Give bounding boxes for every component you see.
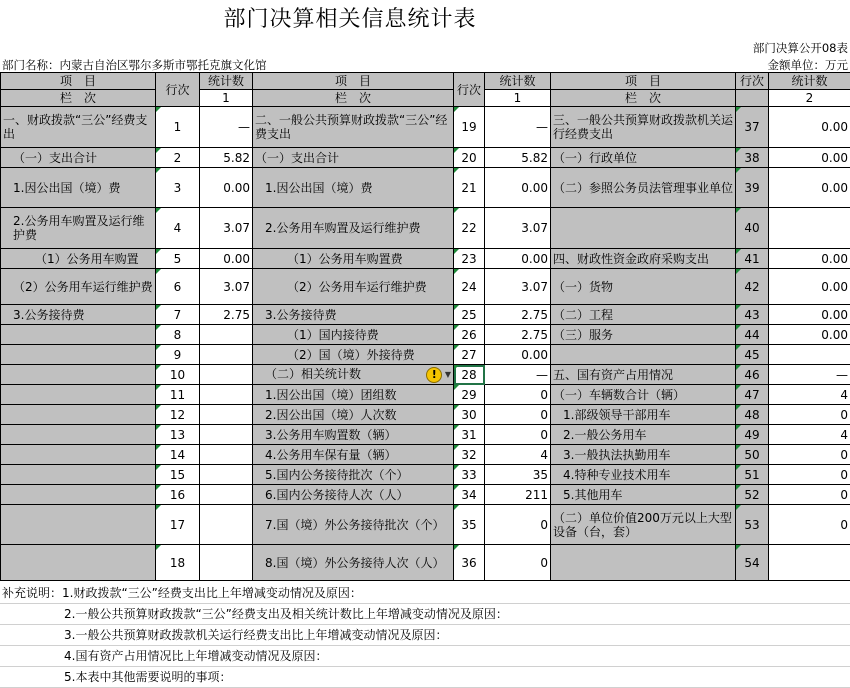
row-number-a[interactable]: 14 bbox=[156, 445, 200, 465]
row-number-b[interactable]: 30 bbox=[454, 405, 485, 425]
stat-value-c[interactable]: 4 bbox=[769, 385, 850, 405]
row-number-a[interactable]: 6 bbox=[156, 269, 200, 305]
table-row bbox=[1, 485, 850, 505]
table-row bbox=[1, 168, 850, 208]
stat-value-a[interactable]: 2.75 bbox=[200, 305, 253, 325]
stat-value-c[interactable]: 0.00 bbox=[769, 325, 850, 345]
header-item-a[interactable]: 项 目 bbox=[1, 73, 156, 90]
table-row bbox=[1, 345, 850, 365]
stat-value-b[interactable]: 0.00 bbox=[485, 345, 551, 365]
item-label-c[interactable]: 五、国有资产占用情况 bbox=[551, 365, 736, 385]
table-row bbox=[1, 405, 850, 425]
item-label-b[interactable]: 6.国内公务接待人次（人） bbox=[253, 485, 454, 505]
item-label-b[interactable]: 7.国（境）外公务接待批次（个） bbox=[253, 505, 454, 545]
row-number-c[interactable]: 40 bbox=[736, 208, 769, 249]
row-number-a[interactable]: 8 bbox=[156, 325, 200, 345]
stat-value-a[interactable] bbox=[200, 405, 253, 425]
row-number-a[interactable]: 5 bbox=[156, 249, 200, 269]
item-label-b[interactable] bbox=[253, 365, 454, 385]
stat-value-a[interactable]: 5.82 bbox=[200, 148, 253, 168]
item-label-a[interactable]: 2.公务用车购置及运行维护费 bbox=[1, 208, 156, 249]
stat-value-c[interactable]: 0.00 bbox=[769, 305, 850, 325]
item-label-b[interactable]: 1.因公出国（境）团组数 bbox=[253, 385, 454, 405]
stat-value-a[interactable] bbox=[200, 345, 253, 365]
column-rowno-c[interactable] bbox=[736, 90, 769, 107]
row-number-b[interactable]: 34 bbox=[454, 485, 485, 505]
item-label-a[interactable] bbox=[1, 505, 156, 545]
item-label-b[interactable]: 2.公务用车购置及运行维护费 bbox=[253, 208, 454, 249]
row-number-c[interactable]: 46 bbox=[736, 365, 769, 385]
item-label-b[interactable]: 4.公务用车保有量（辆） bbox=[253, 445, 454, 465]
note-2[interactable]: 2.一般公共预算财政拨款“三公”经费支出及相关统计数比上年增减变动情况及原因： bbox=[0, 604, 850, 625]
column-label-c[interactable]: 栏 次 bbox=[551, 90, 736, 107]
header-rowno-b[interactable]: 行次 bbox=[454, 73, 485, 107]
row-number-c[interactable]: 39 bbox=[736, 168, 769, 208]
stat-value-c[interactable] bbox=[769, 545, 850, 581]
stat-value-c[interactable]: 0.00 bbox=[769, 148, 850, 168]
row-number-a[interactable]: 12 bbox=[156, 405, 200, 425]
row-number-b[interactable]: 22 bbox=[454, 208, 485, 249]
stat-value-c[interactable]: 0 bbox=[769, 485, 850, 505]
row-number-b[interactable]: 26 bbox=[454, 325, 485, 345]
item-label-b[interactable]: 二、一般公共预算财政拨款“三公”经费支出 bbox=[253, 107, 454, 148]
row-number-a[interactable]: 10 bbox=[156, 365, 200, 385]
row-number-a[interactable]: 13 bbox=[156, 425, 200, 445]
item-label-a[interactable] bbox=[1, 325, 156, 345]
stat-value-c[interactable]: 0 bbox=[769, 405, 850, 425]
item-label-c[interactable] bbox=[551, 545, 736, 581]
item-label-b[interactable]: 5.国内公务接待批次（个） bbox=[253, 465, 454, 485]
note-5[interactable]: 5.本表中其他需要说明的事项： bbox=[0, 667, 850, 688]
statistics-table bbox=[0, 72, 850, 581]
row-number-c[interactable]: 45 bbox=[736, 345, 769, 365]
item-label-a[interactable] bbox=[1, 345, 156, 365]
table-code: 部门决算公开08表 bbox=[753, 40, 848, 56]
stat-value-c[interactable] bbox=[769, 208, 850, 249]
stat-value-a[interactable] bbox=[200, 465, 253, 485]
note-4[interactable]: 4.国有资产占用情况比上年增减变动情况及原因： bbox=[0, 646, 850, 667]
table-row bbox=[1, 269, 850, 305]
item-label-c[interactable]: 1.部级领导干部用车 bbox=[551, 405, 736, 425]
item-label-c[interactable]: 三、一般公共预算财政拨款机关运行经费支出 bbox=[551, 107, 736, 148]
stat-value-b[interactable]: 0.00 bbox=[485, 249, 551, 269]
item-label-c[interactable]: （三）服务 bbox=[551, 325, 736, 345]
table-row bbox=[1, 107, 850, 148]
row-number-c[interactable]: 53 bbox=[736, 505, 769, 545]
table-row bbox=[1, 208, 850, 249]
stat-value-b[interactable]: 0 bbox=[485, 505, 551, 545]
department-name: 部门名称：内蒙古自治区鄂尔多斯市鄂托克旗文化馆 bbox=[2, 57, 267, 73]
row-number-b[interactable]: 24 bbox=[454, 269, 485, 305]
stat-value-a[interactable] bbox=[200, 545, 253, 581]
item-label-a[interactable] bbox=[1, 365, 156, 385]
row-number-a[interactable]: 11 bbox=[156, 385, 200, 405]
column-index-b[interactable]: 1 bbox=[485, 90, 551, 107]
stat-value-c[interactable]: 0 bbox=[769, 505, 850, 545]
stat-value-b[interactable]: 0 bbox=[485, 405, 551, 425]
row-number-b[interactable]: 19 bbox=[454, 107, 485, 148]
stat-value-a[interactable] bbox=[200, 365, 253, 385]
stat-value-b[interactable]: 3.07 bbox=[485, 208, 551, 249]
item-label-b[interactable]: 1.因公出国（境）费 bbox=[253, 168, 454, 208]
row-number-a[interactable]: 9 bbox=[156, 345, 200, 365]
stat-value-b[interactable]: 4 bbox=[485, 445, 551, 465]
table-row bbox=[1, 305, 850, 325]
amount-unit: 金额单位：万元 bbox=[768, 57, 849, 73]
item-label-a[interactable]: 3.公务接待费 bbox=[1, 305, 156, 325]
stat-value-a[interactable]: 0.00 bbox=[200, 168, 253, 208]
stat-value-a[interactable]: 3.07 bbox=[200, 269, 253, 305]
stat-value-c[interactable]: 4 bbox=[769, 425, 850, 445]
column-index-c[interactable]: 2 bbox=[769, 90, 850, 107]
item-label-b[interactable]: （1）国内接待费 bbox=[253, 325, 454, 345]
stat-value-b[interactable]: 0 bbox=[485, 425, 551, 445]
row-number-b[interactable]: 27 bbox=[454, 345, 485, 365]
item-label-a[interactable]: 1.因公出国（境）费 bbox=[1, 168, 156, 208]
row-number-b[interactable]: 29 bbox=[454, 385, 485, 405]
row-number-c[interactable]: 48 bbox=[736, 405, 769, 425]
stat-value-a[interactable]: 0.00 bbox=[200, 249, 253, 269]
stat-value-c[interactable]: 0.00 bbox=[769, 249, 850, 269]
item-label-c[interactable]: （一）车辆数合计（辆） bbox=[551, 385, 736, 405]
stat-value-a[interactable]: 3.07 bbox=[200, 208, 253, 249]
header-stat-b[interactable]: 统计数 bbox=[485, 73, 551, 90]
header-stat-a[interactable]: 统计数 bbox=[200, 73, 253, 90]
item-label-c[interactable]: 四、财政性资金政府采购支出 bbox=[551, 249, 736, 269]
stat-value-b[interactable]: — bbox=[485, 107, 551, 148]
row-number-a[interactable]: 16 bbox=[156, 485, 200, 505]
row-number-a[interactable]: 7 bbox=[156, 305, 200, 325]
row-number-c[interactable]: 44 bbox=[736, 325, 769, 345]
table-row bbox=[1, 385, 850, 405]
row-number-b[interactable]: 35 bbox=[454, 505, 485, 545]
item-label-c[interactable]: 2.一般公务用车 bbox=[551, 425, 736, 445]
stat-value-c[interactable]: 0.00 bbox=[769, 168, 850, 208]
row-number-c[interactable]: 43 bbox=[736, 305, 769, 325]
item-label-b[interactable]: （一）支出合计 bbox=[253, 148, 454, 168]
item-label-c[interactable]: （二）工程 bbox=[551, 305, 736, 325]
row-number-c[interactable]: 49 bbox=[736, 425, 769, 445]
stat-value-b[interactable]: 0 bbox=[485, 545, 551, 581]
item-label-c[interactable]: 3.一般执法执勤用车 bbox=[551, 445, 736, 465]
row-number-c[interactable]: 47 bbox=[736, 385, 769, 405]
item-label-c[interactable]: （二）单位价值200万元以上大型设备（台，套） bbox=[551, 505, 736, 545]
stat-value-a[interactable] bbox=[200, 445, 253, 465]
row-number-a[interactable]: 18 bbox=[156, 545, 200, 581]
stat-value-b[interactable]: — bbox=[485, 365, 551, 385]
row-number-b[interactable]: 23 bbox=[454, 249, 485, 269]
row-number-a[interactable]: 15 bbox=[156, 465, 200, 485]
stat-value-b[interactable]: 3.07 bbox=[485, 269, 551, 305]
stat-value-c[interactable]: 0.00 bbox=[769, 107, 850, 148]
item-label-a[interactable] bbox=[1, 465, 156, 485]
note-1[interactable]: 补充说明：1.财政拨款“三公”经费支出比上年增减变动情况及原因： bbox=[0, 583, 850, 604]
row-number-c[interactable]: 51 bbox=[736, 465, 769, 485]
row-number-c[interactable]: 42 bbox=[736, 269, 769, 305]
stat-value-a[interactable] bbox=[200, 485, 253, 505]
item-label-a[interactable]: （一）支出合计 bbox=[1, 148, 156, 168]
row-number-c[interactable]: 50 bbox=[736, 445, 769, 465]
row-number-b[interactable]: 33 bbox=[454, 465, 485, 485]
table-row bbox=[1, 425, 850, 445]
report-title: 部门决算相关信息统计表 bbox=[0, 0, 700, 40]
notes-section bbox=[0, 583, 850, 688]
table-row bbox=[1, 465, 850, 485]
header-rowno-c[interactable]: 行次 bbox=[736, 73, 769, 90]
item-label-c[interactable] bbox=[551, 345, 736, 365]
item-label-b[interactable]: （1）公务用车购置费 bbox=[253, 249, 454, 269]
stat-value-b[interactable]: 2.75 bbox=[485, 325, 551, 345]
stat-value-b[interactable]: 35 bbox=[485, 465, 551, 485]
table-row bbox=[1, 545, 850, 581]
stat-value-b[interactable]: 5.82 bbox=[485, 148, 551, 168]
row-number-a[interactable]: 3 bbox=[156, 168, 200, 208]
header-item-c[interactable]: 项 目 bbox=[551, 73, 736, 90]
item-label-c[interactable]: （二）参照公务员法管理事业单位 bbox=[551, 168, 736, 208]
table-row bbox=[1, 325, 850, 345]
stat-value-b[interactable]: 2.75 bbox=[485, 305, 551, 325]
item-label-b[interactable]: 3.公务接待费 bbox=[253, 305, 454, 325]
item-label-a[interactable]: （2）公务用车运行维护费 bbox=[1, 269, 156, 305]
row-number-b[interactable]: 25 bbox=[454, 305, 485, 325]
table-row bbox=[1, 148, 850, 168]
item-label-a[interactable] bbox=[1, 405, 156, 425]
stat-value-c[interactable]: 0.00 bbox=[769, 269, 850, 305]
item-label-a[interactable] bbox=[1, 385, 156, 405]
item-label-text: （二）相关统计数 bbox=[265, 367, 361, 381]
row-number-a[interactable]: 1 bbox=[156, 107, 200, 148]
item-label-b[interactable]: 8.国（境）外公务接待人次（人） bbox=[253, 545, 454, 581]
item-label-b[interactable]: 2.因公出国（境）人次数 bbox=[253, 405, 454, 425]
row-number-c[interactable]: 38 bbox=[736, 148, 769, 168]
row-number-b[interactable]: 32 bbox=[454, 445, 485, 465]
table-row bbox=[1, 505, 850, 545]
stat-value-a[interactable]: — bbox=[200, 107, 253, 148]
row-number-c[interactable]: 41 bbox=[736, 249, 769, 269]
warning-icon[interactable]: ! bbox=[426, 367, 442, 383]
item-label-c[interactable]: （一）货物 bbox=[551, 269, 736, 305]
row-number-a[interactable]: 17 bbox=[156, 505, 200, 545]
item-label-b[interactable]: 3.公务用车购置数（辆） bbox=[253, 425, 454, 445]
row-number-a[interactable]: 4 bbox=[156, 208, 200, 249]
stat-value-b[interactable]: 0.00 bbox=[485, 168, 551, 208]
item-label-c[interactable]: 5.其他用车 bbox=[551, 485, 736, 505]
row-number-b[interactable]: 36 bbox=[454, 545, 485, 581]
stat-value-a[interactable] bbox=[200, 325, 253, 345]
header-rowno-a[interactable]: 行次 bbox=[156, 73, 200, 107]
stat-value-a[interactable] bbox=[200, 425, 253, 445]
row-number-a[interactable]: 2 bbox=[156, 148, 200, 168]
column-label-b[interactable]: 栏 次 bbox=[253, 90, 454, 107]
row-number-b[interactable]: 20 bbox=[454, 148, 485, 168]
item-label-a[interactable] bbox=[1, 485, 156, 505]
table-row bbox=[1, 249, 850, 269]
row-number-c[interactable]: 52 bbox=[736, 485, 769, 505]
item-label-a[interactable]: （1）公务用车购置 bbox=[1, 249, 156, 269]
table-row bbox=[1, 445, 850, 465]
item-label-a[interactable] bbox=[1, 445, 156, 465]
row-number-c[interactable]: 54 bbox=[736, 545, 769, 581]
dropdown-arrow-icon[interactable]: ▼ bbox=[442, 370, 451, 379]
stat-value-a[interactable] bbox=[200, 505, 253, 545]
item-label-c[interactable]: 4.特种专业技术用车 bbox=[551, 465, 736, 485]
item-label-a[interactable] bbox=[1, 425, 156, 445]
stat-value-c[interactable]: 0 bbox=[769, 465, 850, 485]
item-label-a[interactable]: 一、财政拨款“三公”经费支出 bbox=[1, 107, 156, 148]
stat-value-b[interactable]: 0 bbox=[485, 385, 551, 405]
item-label-b[interactable]: （2）国（境）外接待费 bbox=[253, 345, 454, 365]
stat-value-c[interactable]: 0 bbox=[769, 445, 850, 465]
stat-value-c[interactable] bbox=[769, 345, 850, 365]
header-stat-c[interactable]: 统计数 bbox=[769, 73, 850, 90]
item-label-b[interactable]: （2）公务用车运行维护费 bbox=[253, 269, 454, 305]
item-label-a[interactable] bbox=[1, 545, 156, 581]
header-item-b[interactable]: 项 目 bbox=[253, 73, 454, 90]
column-index-a[interactable]: 1 bbox=[200, 90, 253, 107]
stat-value-a[interactable] bbox=[200, 385, 253, 405]
note-3[interactable]: 3.一般公共预算财政拨款机关运行经费支出比上年增减变动情况及原因： bbox=[0, 625, 850, 646]
stat-value-b[interactable]: 211 bbox=[485, 485, 551, 505]
stat-value-c[interactable]: — bbox=[769, 365, 850, 385]
column-label-a[interactable]: 栏 次 bbox=[1, 90, 156, 107]
item-label-c[interactable] bbox=[551, 208, 736, 249]
row-number-c[interactable]: 37 bbox=[736, 107, 769, 148]
table-row bbox=[1, 365, 850, 385]
row-number-b[interactable]: 21 bbox=[454, 168, 485, 208]
item-label-c[interactable]: （一）行政单位 bbox=[551, 148, 736, 168]
error-indicator[interactable] bbox=[426, 367, 451, 383]
selected-cell[interactable]: 28 bbox=[454, 365, 485, 385]
row-number-b[interactable]: 31 bbox=[454, 425, 485, 445]
